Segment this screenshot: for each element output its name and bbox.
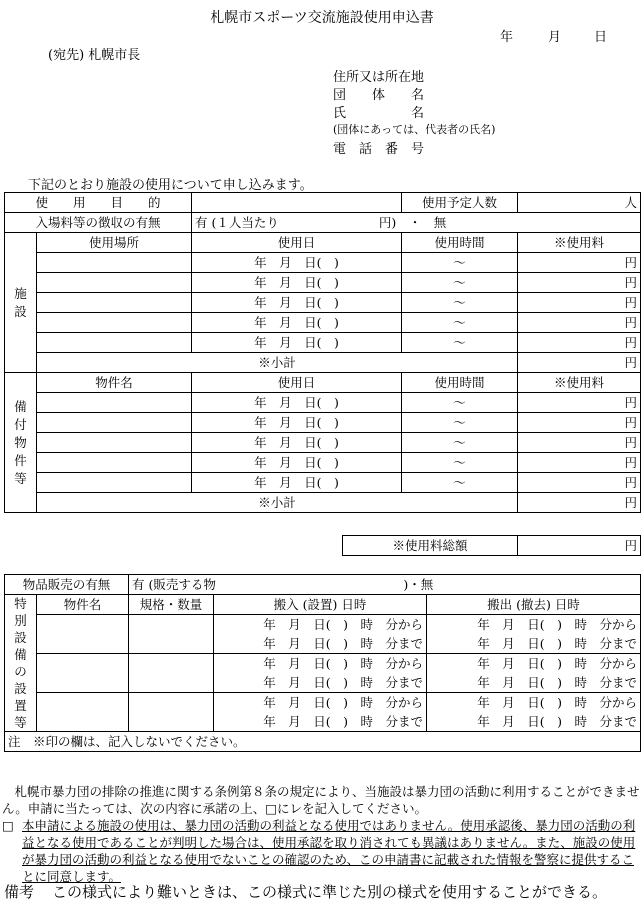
consent-text: 本申請による施設の使用は、暴力団の活動の利益となる使用ではありません。使用承認後、暴力団の活動の利益となる使用であることが判明した場合は、使用承認を取り消されても異議はありません。また、施設の使用が暴力団の活動の利益となる使用でないことの確認のため、この申請書に記載された情報を警察に提供することに同意します。 bbox=[22, 818, 636, 884]
special-header-spec: 規格・数量 bbox=[129, 595, 214, 615]
applicant-group-label: 団 体 名 bbox=[333, 88, 425, 103]
people-unit[interactable]: 人 bbox=[518, 193, 641, 213]
sales-table bbox=[4, 574, 641, 752]
applicant-group-note: (団体にあっては、代表者の氏名) bbox=[333, 123, 496, 136]
equipment-row: 年 月 日( ) 〜 円 bbox=[5, 413, 641, 433]
notice-paragraph: 札幌市暴力団の排除の推進に関する条例第８条の規定により、当施設は暴力団の活動に利用することができません。申請に当たっては、次の内容に承諾の上、□にレを記入してください。 bbox=[2, 784, 640, 816]
people-label: 使用予定人数 bbox=[402, 193, 518, 213]
purpose-label: 使 用 目 的 bbox=[5, 193, 192, 213]
date-day: 日 bbox=[594, 30, 608, 45]
total-unit[interactable]: 円 bbox=[518, 536, 641, 556]
intro-text: 下記のとおり施設の使用について申し込みます。 bbox=[28, 178, 313, 193]
special-row: 年 月 日( ) 時 分まで 年 月 日( ) 時 分まで bbox=[5, 634, 641, 654]
facility-section-label: 施 設 bbox=[5, 233, 37, 373]
facility-header-fee: ※使用料 bbox=[518, 233, 641, 253]
sales-value[interactable]: 有 (販売する物 )・無 bbox=[129, 575, 641, 595]
equipment-row: 年 月 日( ) 〜 円 bbox=[5, 433, 641, 453]
remarks-text: この様式により難いときは、この様式に準じた別の様式を使用することができる。 bbox=[52, 883, 608, 901]
equipment-header-fee: ※使用料 bbox=[518, 373, 641, 393]
fee-value[interactable]: 有 (１人当たり 円) ・ 無 bbox=[192, 213, 641, 233]
date-year: 年 bbox=[500, 30, 514, 45]
facility-row: 年 月 日( ) 〜 円 bbox=[5, 293, 641, 313]
equipment-row: 年 月 日( ) 〜 円 bbox=[5, 393, 641, 413]
applicant-address-label: 住所又は所在地 bbox=[333, 70, 425, 85]
sales-label: 物品販売の有無 bbox=[5, 575, 129, 595]
special-row: 年 月 日( ) 時 分まで 年 月 日( ) 時 分まで bbox=[5, 712, 641, 732]
usage-table bbox=[4, 192, 641, 513]
equipment-row: 年 月 日( ) 〜 円 bbox=[5, 453, 641, 473]
total-table bbox=[342, 535, 641, 556]
special-row: 年 月 日( ) 時 分から 年 月 日( ) 時 分から bbox=[5, 693, 641, 713]
equipment-header-item: 物件名 bbox=[37, 373, 192, 393]
addressee: (宛先) 札幌市長 bbox=[48, 48, 141, 63]
facility-subtotal-label: ※小計 bbox=[37, 353, 518, 373]
date-month: 月 bbox=[548, 30, 562, 45]
facility-row: 年 月 日( ) 〜 円 bbox=[5, 253, 641, 273]
special-header-item: 物件名 bbox=[37, 595, 129, 615]
facility-header-time: 使用時間 bbox=[402, 233, 518, 253]
notice-block bbox=[2, 783, 642, 885]
equipment-subtotal-label: ※小計 bbox=[37, 493, 518, 513]
facility-header-date: 使用日 bbox=[192, 233, 402, 253]
equipment-header-date: 使用日 bbox=[192, 373, 402, 393]
note-text: 注 ※印の欄は、記入しないでください。 bbox=[5, 732, 641, 752]
facility-row: 年 月 日( ) 〜 円 bbox=[5, 273, 641, 293]
applicant-phone-label: 電 話 番 号 bbox=[333, 142, 425, 157]
special-row: 年 月 日( ) 時 分から 年 月 日( ) 時 分から bbox=[5, 615, 641, 635]
fee-label: 入場料等の徴収の有無 bbox=[5, 213, 192, 233]
total-label: ※使用料総額 bbox=[343, 536, 518, 556]
form-title: 札幌市スポーツ交流施設使用申込書 bbox=[210, 10, 434, 26]
facility-subtotal-yen: 円 bbox=[518, 353, 641, 373]
facility-row: 年 月 日( ) 〜 円 bbox=[5, 313, 641, 333]
special-header-in: 搬入 (設置) 日時 bbox=[214, 595, 427, 615]
special-header-out: 搬出 (撤去) 日時 bbox=[427, 595, 641, 615]
equipment-section-label: 備 付 物 件 等 bbox=[5, 373, 37, 513]
applicant-name-label: 氏 名 bbox=[333, 106, 425, 121]
special-row: 年 月 日( ) 時 分から 年 月 日( ) 時 分から bbox=[5, 654, 641, 674]
remarks-block bbox=[4, 880, 640, 904]
equipment-header-time: 使用時間 bbox=[402, 373, 518, 393]
special-equipment-section-label: 特 別 設 備 の 設 置 等 bbox=[5, 595, 37, 732]
facility-header-place: 使用場所 bbox=[37, 233, 192, 253]
remarks-label: 備考 bbox=[4, 883, 35, 901]
facility-row: 年 月 日( ) 〜 円 bbox=[5, 333, 641, 353]
special-row: 年 月 日( ) 時 分まで 年 月 日( ) 時 分まで bbox=[5, 673, 641, 693]
purpose-value[interactable] bbox=[192, 193, 402, 213]
consent-checkbox[interactable]: □ bbox=[2, 818, 14, 833]
equipment-row: 年 月 日( ) 〜 円 bbox=[5, 473, 641, 493]
equipment-subtotal-yen: 円 bbox=[518, 493, 641, 513]
